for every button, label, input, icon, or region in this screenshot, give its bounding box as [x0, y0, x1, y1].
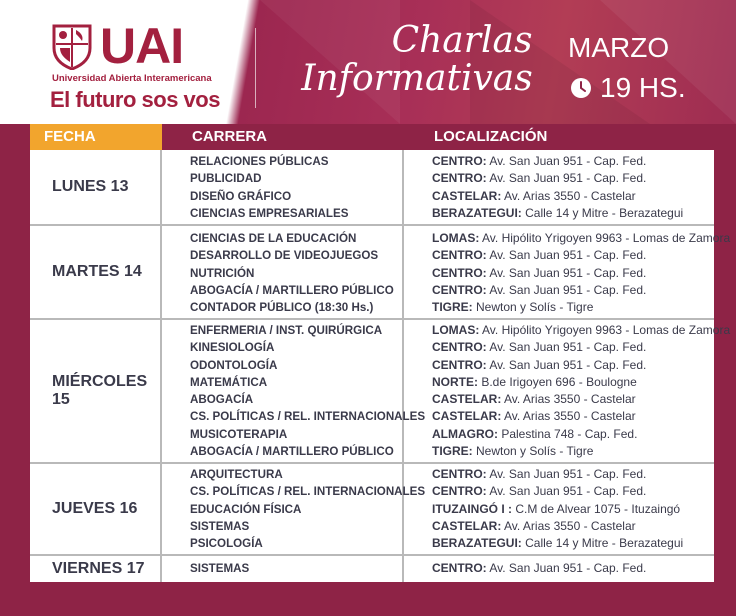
event-title	[301, 20, 542, 99]
location-address: Calle 14 y Mitre - Berazategui	[521, 536, 684, 551]
location-campus: TIGRE:	[432, 300, 473, 315]
header-fecha: FECHA	[30, 124, 162, 150]
locations-cell	[404, 226, 731, 318]
university-name: Universidad Abierta Interamericana	[52, 73, 212, 84]
location-item	[432, 560, 714, 577]
location-address: Av. San Juan 951 - Cap. Fed.	[486, 265, 647, 280]
location-item	[432, 535, 714, 552]
career-item: ABOGACÍA / MARTILLERO PÚBLICO	[190, 283, 394, 297]
event-time: 19 HS.	[600, 72, 686, 103]
location-item	[432, 170, 714, 187]
location-campus: CENTRO:	[432, 340, 487, 355]
location-address: Av. Hipólito Yrigoyen 9963 - Lomas de Zamora	[479, 231, 731, 245]
location-item	[432, 299, 714, 316]
location-campus: CENTRO:	[432, 154, 487, 168]
header-banner	[0, 0, 736, 124]
career-item: MUSICOTERAPIA	[190, 427, 288, 441]
location-item	[432, 374, 714, 391]
locations-cell	[404, 150, 714, 224]
clock-icon	[570, 77, 592, 99]
location-campus: TIGRE:	[432, 444, 473, 459]
table-row	[30, 226, 731, 320]
location-address: Newton y Solís - Tigre	[472, 444, 594, 459]
location-campus: CENTRO:	[432, 484, 487, 499]
location-item	[432, 518, 714, 535]
location-address: Av. Arias 3550 - Castelar	[501, 392, 636, 407]
location-address: Av. San Juan 951 - Cap. Fed.	[486, 282, 647, 297]
career-item: EDUCACIÓN FÍSICA	[190, 502, 302, 516]
table-row	[30, 556, 714, 582]
location-item	[432, 153, 714, 170]
location-item	[432, 205, 714, 222]
location-item	[432, 483, 714, 500]
location-campus: CENTRO:	[432, 467, 487, 481]
location-address: Av. San Juan 951 - Cap. Fed.	[486, 561, 647, 575]
logo	[50, 18, 240, 114]
career-item: ABOGACÍA / MARTILLERO PÚBLICO	[190, 445, 394, 459]
day-cell: JUEVES 16	[30, 464, 162, 554]
event-title-line2: Informativas	[301, 58, 533, 99]
career-item: PUBLICIDAD	[190, 172, 262, 186]
table-row	[30, 464, 714, 556]
location-address: Av. Arias 3550 - Castelar	[501, 518, 636, 533]
day-cell: MARTES 14	[30, 226, 162, 318]
career-item: MATEMÁTICA	[190, 375, 268, 389]
location-campus: CENTRO:	[432, 357, 487, 372]
schedule-table	[30, 150, 731, 582]
career-item: CS. POLÍTICAS / REL. INTERNACIONALES	[190, 485, 426, 499]
location-campus: CENTRO:	[432, 561, 487, 575]
careers-cell	[162, 464, 426, 554]
location-campus: NORTE:	[432, 374, 478, 389]
career-item: ARQUITECTURA	[190, 468, 283, 481]
location-item	[432, 188, 714, 205]
location-item	[432, 357, 714, 374]
location-campus: CASTELAR:	[432, 188, 502, 203]
locations-cell	[404, 556, 714, 582]
location-campus: CASTELAR:	[432, 392, 502, 407]
location-address: Av. San Juan 951 - Cap. Fed.	[486, 171, 647, 186]
location-item	[432, 339, 714, 356]
careers-cell	[162, 556, 404, 582]
careers-cell	[162, 226, 404, 318]
career-item: NUTRICIÓN	[190, 266, 255, 280]
location-item	[432, 230, 731, 247]
header-carrera: CARRERA	[162, 124, 404, 150]
table-header	[0, 124, 736, 150]
career-item: DESARROLLO DE VIDEOJUEGOS	[190, 249, 379, 263]
header-localizacion: LOCALIZACIÓN	[404, 124, 714, 150]
location-address: Av. San Juan 951 - Cap. Fed.	[486, 467, 647, 481]
careers-cell	[162, 320, 426, 462]
location-campus: CENTRO:	[432, 282, 487, 297]
event-time-wrapper	[570, 72, 686, 104]
location-campus: BERAZATEGUI:	[432, 205, 522, 220]
location-address: B.de Irigoyen 696 - Boulogne	[478, 374, 637, 389]
day-cell: VIERNES 17	[30, 556, 162, 582]
career-item: PSICOLOGÍA	[190, 537, 263, 551]
location-address: Av. San Juan 951 - Cap. Fed.	[486, 248, 647, 263]
career-item: ODONTOLOGÍA	[190, 358, 278, 372]
location-address: Av. San Juan 951 - Cap. Fed.	[486, 154, 647, 168]
location-campus: ITUZAINGÓ I :	[432, 501, 512, 516]
location-address: Av. Hipólito Yrigoyen 9963 - Lomas de Zamora	[479, 323, 731, 337]
location-address: Calle 14 y Mitre - Berazategui	[521, 205, 684, 220]
location-address: Av. San Juan 951 - Cap. Fed.	[486, 484, 647, 499]
career-item: ABOGACÍA	[190, 393, 254, 407]
career-item: CIENCIAS DE LA EDUCACIÓN	[190, 232, 357, 245]
location-campus: LOMAS:	[432, 323, 480, 337]
day-cell: LUNES 13	[30, 150, 162, 224]
career-item: SISTEMAS	[190, 562, 250, 575]
location-address: C.M de Alvear 1075 - Ituzaingó	[512, 501, 681, 516]
location-item	[432, 466, 714, 483]
location-campus: LOMAS:	[432, 231, 480, 245]
location-campus: CASTELAR:	[432, 518, 502, 533]
location-item	[432, 247, 714, 264]
locations-cell	[404, 464, 714, 554]
location-campus: CENTRO:	[432, 171, 487, 186]
location-address: Av. Arias 3550 - Castelar	[501, 188, 636, 203]
location-item	[432, 501, 714, 518]
location-item	[432, 408, 714, 425]
location-campus: BERAZATEGUI:	[432, 536, 522, 551]
location-campus: ALMAGRO:	[432, 426, 498, 441]
location-campus: CASTELAR:	[432, 409, 502, 424]
career-item: CIENCIAS EMPRESARIALES	[190, 206, 349, 220]
slogan: El futuro sos vos	[50, 87, 220, 112]
careers-cell	[162, 150, 404, 224]
day-cell: MIÉRCOLES 15	[30, 320, 162, 462]
location-item	[432, 426, 714, 443]
career-item: DISEÑO GRÁFICO	[190, 189, 292, 203]
location-item	[432, 391, 714, 408]
table-row	[30, 320, 731, 464]
career-item: KINESIOLOGÍA	[190, 341, 275, 355]
location-item	[432, 443, 714, 460]
location-campus: CENTRO:	[432, 265, 487, 280]
location-item	[432, 282, 714, 299]
header-divider	[255, 28, 256, 108]
table-row	[30, 150, 714, 226]
location-address: Av. San Juan 951 - Cap. Fed.	[486, 357, 647, 372]
location-address: Newton y Solís - Tigre	[472, 300, 594, 315]
career-item: ENFERMERIA / INST. QUIRÚRGICA	[190, 324, 383, 337]
event-month: MARZO	[568, 32, 670, 63]
location-item	[432, 322, 731, 339]
location-campus: CENTRO:	[432, 248, 487, 263]
location-address: Palestina 748 - Cap. Fed.	[498, 426, 638, 441]
location-item	[432, 265, 714, 282]
event-title-line1: Charlas	[391, 20, 533, 61]
locations-cell	[404, 320, 731, 462]
location-address: Av. Arias 3550 - Castelar	[501, 409, 636, 424]
shield-logo-icon	[52, 24, 92, 70]
career-item: RELACIONES PÚBLICAS	[190, 155, 329, 168]
career-item: CONTADOR PÚBLICO (18:30 Hs.)	[190, 301, 374, 315]
career-item: SISTEMAS	[190, 519, 250, 533]
career-item: CS. POLÍTICAS / REL. INTERNACIONALES	[190, 410, 426, 424]
logo-text: UAI	[100, 18, 184, 74]
location-address: Av. San Juan 951 - Cap. Fed.	[486, 340, 647, 355]
